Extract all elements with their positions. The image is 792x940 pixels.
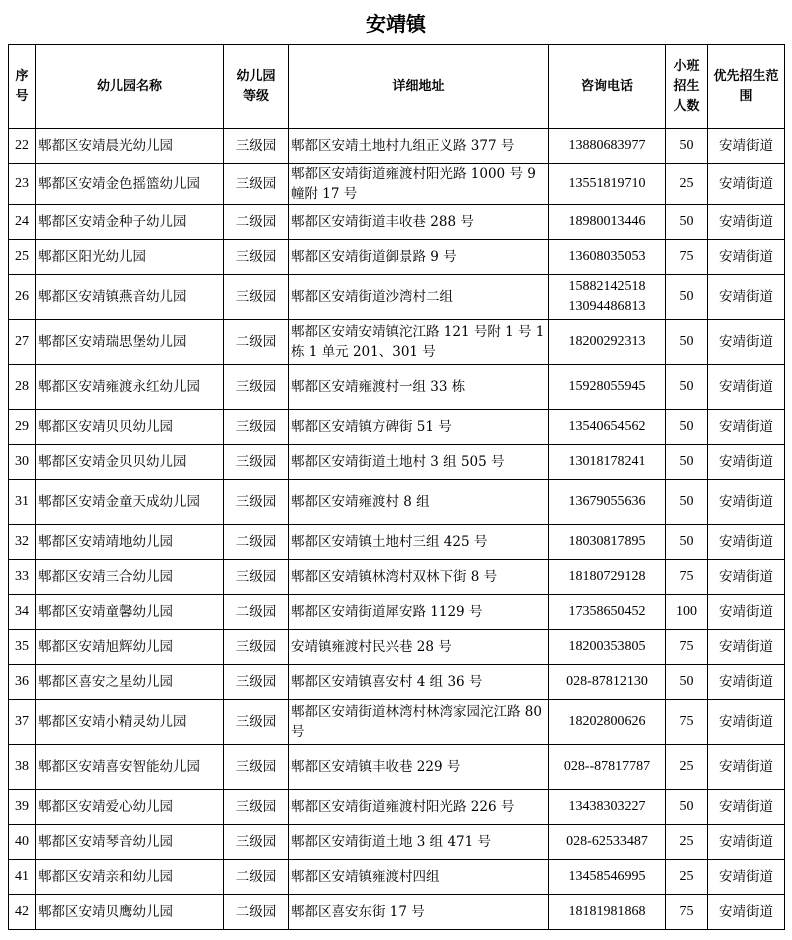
cell-level: 二级园 — [224, 860, 289, 895]
cell-no: 28 — [9, 365, 36, 410]
table-body — [9, 129, 785, 930]
cell-name: 郫都区安靖小精灵幼儿园 — [36, 700, 224, 745]
cell-phone: 028--87817787 — [549, 745, 666, 790]
cell-name: 郫都区喜安之星幼儿园 — [36, 665, 224, 700]
header-level: 幼儿园等级 — [224, 45, 289, 129]
table-row — [9, 665, 785, 700]
cell-name: 郫都区安靖童馨幼儿园 — [36, 595, 224, 630]
cell-phone: 13018178241 — [549, 445, 666, 480]
cell-level: 三级园 — [224, 480, 289, 525]
cell-phone: 18180729128 — [549, 560, 666, 595]
cell-name: 郫都区安靖晨光幼儿园 — [36, 129, 224, 164]
cell-scope: 安靖街道 — [708, 365, 785, 410]
cell-quota: 50 — [666, 480, 708, 525]
cell-level: 三级园 — [224, 630, 289, 665]
cell-address: 郫都区安靖镇方碑街 51 号 — [289, 410, 549, 445]
cell-quota: 75 — [666, 700, 708, 745]
cell-quota: 50 — [666, 445, 708, 480]
header-no: 序号 — [9, 45, 36, 129]
cell-level: 二级园 — [224, 320, 289, 365]
cell-level: 三级园 — [224, 164, 289, 205]
cell-phone: 028-87812130 — [549, 665, 666, 700]
kindergarten-table — [8, 44, 785, 930]
cell-level: 三级园 — [224, 275, 289, 320]
cell-level: 三级园 — [224, 560, 289, 595]
cell-scope: 安靖街道 — [708, 410, 785, 445]
header-name: 幼儿园名称 — [36, 45, 224, 129]
cell-address: 郫都区安靖街道土地村 3 组 505 号 — [289, 445, 549, 480]
table-header-row — [9, 45, 785, 129]
cell-address: 郫都区安靖街道沙湾村二组 — [289, 275, 549, 320]
cell-name: 郫都区安靖靖地幼儿园 — [36, 525, 224, 560]
cell-address: 郫都区安靖街道丰收巷 288 号 — [289, 205, 549, 240]
cell-quota: 50 — [666, 410, 708, 445]
cell-scope: 安靖街道 — [708, 205, 785, 240]
cell-scope: 安靖街道 — [708, 825, 785, 860]
cell-level: 三级园 — [224, 745, 289, 790]
cell-address: 郫都区安靖安靖镇沱江路 121 号附 1 号 1 栋 1 单元 201、301 号 — [289, 320, 549, 365]
cell-level: 三级园 — [224, 445, 289, 480]
cell-phone: 18980013446 — [549, 205, 666, 240]
cell-phone: 13540654562 — [549, 410, 666, 445]
cell-scope: 安靖街道 — [708, 275, 785, 320]
cell-quota: 50 — [666, 525, 708, 560]
cell-no: 36 — [9, 665, 36, 700]
cell-no: 27 — [9, 320, 36, 365]
cell-no: 38 — [9, 745, 36, 790]
cell-no: 22 — [9, 129, 36, 164]
cell-quota: 75 — [666, 240, 708, 275]
cell-level: 三级园 — [224, 790, 289, 825]
header-quota: 小班招生人数 — [666, 45, 708, 129]
cell-no: 41 — [9, 860, 36, 895]
cell-address: 郫都区安靖街道御景路 9 号 — [289, 240, 549, 275]
cell-phone: 13679055636 — [549, 480, 666, 525]
cell-scope: 安靖街道 — [708, 790, 785, 825]
cell-quota: 75 — [666, 630, 708, 665]
table-row — [9, 630, 785, 665]
cell-name: 郫都区安靖雍渡永红幼儿园 — [36, 365, 224, 410]
cell-level: 三级园 — [224, 825, 289, 860]
cell-address: 郫都区安靖街道雍渡村阳光路 226 号 — [289, 790, 549, 825]
cell-quota: 25 — [666, 745, 708, 790]
cell-quota: 25 — [666, 860, 708, 895]
cell-name: 郫都区安靖贝鹰幼儿园 — [36, 895, 224, 930]
cell-level: 三级园 — [224, 240, 289, 275]
table-row — [9, 700, 785, 745]
cell-level: 三级园 — [224, 410, 289, 445]
table-row — [9, 205, 785, 240]
cell-quota: 75 — [666, 895, 708, 930]
cell-scope: 安靖街道 — [708, 164, 785, 205]
cell-no: 37 — [9, 700, 36, 745]
cell-scope: 安靖街道 — [708, 895, 785, 930]
cell-quota: 50 — [666, 790, 708, 825]
cell-no: 33 — [9, 560, 36, 595]
cell-no: 29 — [9, 410, 36, 445]
cell-quota: 50 — [666, 365, 708, 410]
table-row — [9, 560, 785, 595]
header-address: 详细地址 — [289, 45, 549, 129]
cell-phone: 15928055945 — [549, 365, 666, 410]
table-row — [9, 860, 785, 895]
cell-name: 郫都区安靖瑞思堡幼儿园 — [36, 320, 224, 365]
cell-name: 郫都区阳光幼儿园 — [36, 240, 224, 275]
cell-no: 35 — [9, 630, 36, 665]
cell-level: 三级园 — [224, 700, 289, 745]
cell-name: 郫都区安靖旭辉幼儿园 — [36, 630, 224, 665]
cell-scope: 安靖街道 — [708, 860, 785, 895]
cell-no: 25 — [9, 240, 36, 275]
phone-line-2: 13094486813 — [568, 299, 646, 314]
cell-name: 郫都区安靖镇燕音幼儿园 — [36, 275, 224, 320]
table-row — [9, 445, 785, 480]
table-row — [9, 410, 785, 445]
table-row — [9, 240, 785, 275]
cell-phone: 13438303227 — [549, 790, 666, 825]
cell-level: 三级园 — [224, 129, 289, 164]
cell-address: 郫都区安靖镇林湾村双林下街 8 号 — [289, 560, 549, 595]
cell-phone: 13458546995 — [549, 860, 666, 895]
cell-phone — [549, 275, 666, 320]
cell-level: 三级园 — [224, 365, 289, 410]
cell-address: 郫都区安靖街道雍渡村阳光路 1000 号 9 幢附 17 号 — [289, 164, 549, 205]
cell-scope: 安靖街道 — [708, 240, 785, 275]
cell-scope: 安靖街道 — [708, 700, 785, 745]
cell-address: 郫都区安靖雍渡村一组 33 栋 — [289, 365, 549, 410]
cell-scope: 安靖街道 — [708, 480, 785, 525]
cell-scope: 安靖街道 — [708, 129, 785, 164]
cell-name: 郫都区安靖亲和幼儿园 — [36, 860, 224, 895]
cell-address: 郫都区安靖镇土地村三组 425 号 — [289, 525, 549, 560]
cell-no: 34 — [9, 595, 36, 630]
cell-scope: 安靖街道 — [708, 445, 785, 480]
cell-scope: 安靖街道 — [708, 745, 785, 790]
cell-address: 郫都区安靖镇丰收巷 229 号 — [289, 745, 549, 790]
cell-scope: 安靖街道 — [708, 665, 785, 700]
table-row — [9, 365, 785, 410]
header-phone: 咨询电话 — [549, 45, 666, 129]
cell-level: 二级园 — [224, 895, 289, 930]
cell-no: 42 — [9, 895, 36, 930]
cell-no: 31 — [9, 480, 36, 525]
table-row — [9, 525, 785, 560]
cell-level: 二级园 — [224, 525, 289, 560]
cell-phone: 18200353805 — [549, 630, 666, 665]
cell-phone: 18030817895 — [549, 525, 666, 560]
cell-name: 郫都区安靖爱心幼儿园 — [36, 790, 224, 825]
cell-no: 32 — [9, 525, 36, 560]
cell-scope: 安靖街道 — [708, 320, 785, 365]
table-row — [9, 895, 785, 930]
cell-quota: 100 — [666, 595, 708, 630]
table-row — [9, 480, 785, 525]
cell-name: 郫都区安靖金贝贝幼儿园 — [36, 445, 224, 480]
table-row — [9, 825, 785, 860]
cell-level: 二级园 — [224, 205, 289, 240]
cell-phone: 18202800626 — [549, 700, 666, 745]
cell-scope: 安靖街道 — [708, 595, 785, 630]
cell-name: 郫都区安靖金种子幼儿园 — [36, 205, 224, 240]
cell-quota: 25 — [666, 825, 708, 860]
cell-quota: 50 — [666, 205, 708, 240]
cell-name: 郫都区安靖贝贝幼儿园 — [36, 410, 224, 445]
cell-address: 郫都区安靖镇雍渡村四组 — [289, 860, 549, 895]
cell-phone: 13608035053 — [549, 240, 666, 275]
cell-no: 30 — [9, 445, 36, 480]
table-row — [9, 790, 785, 825]
cell-address: 郫都区安靖街道犀安路 1129 号 — [289, 595, 549, 630]
table-row — [9, 745, 785, 790]
cell-level: 二级园 — [224, 595, 289, 630]
cell-name: 郫都区安靖金色摇篮幼儿园 — [36, 164, 224, 205]
cell-level: 三级园 — [224, 665, 289, 700]
table-row — [9, 275, 785, 320]
cell-phone: 13880683977 — [549, 129, 666, 164]
cell-no: 39 — [9, 790, 36, 825]
cell-no: 26 — [9, 275, 36, 320]
cell-quota: 50 — [666, 275, 708, 320]
cell-quota: 75 — [666, 560, 708, 595]
cell-phone: 17358650452 — [549, 595, 666, 630]
cell-scope: 安靖街道 — [708, 630, 785, 665]
cell-address: 郫都区安靖镇喜安村 4 组 36 号 — [289, 665, 549, 700]
cell-address: 郫都区安靖街道土地 3 组 471 号 — [289, 825, 549, 860]
table-row — [9, 320, 785, 365]
cell-quota: 50 — [666, 665, 708, 700]
phone-line: 15882142518 — [568, 279, 646, 294]
cell-phone: 028-62533487 — [549, 825, 666, 860]
cell-phone: 18181981868 — [549, 895, 666, 930]
table-row — [9, 164, 785, 205]
table-row — [9, 595, 785, 630]
cell-scope: 安靖街道 — [708, 525, 785, 560]
cell-no: 24 — [9, 205, 36, 240]
cell-address: 郫都区安靖雍渡村 8 组 — [289, 480, 549, 525]
cell-address: 郫都区安靖土地村九组正义路 377 号 — [289, 129, 549, 164]
cell-address: 郫都区喜安东街 17 号 — [289, 895, 549, 930]
cell-address: 安靖镇雍渡村民兴巷 28 号 — [289, 630, 549, 665]
cell-no: 40 — [9, 825, 36, 860]
cell-name: 郫都区安靖喜安智能幼儿园 — [36, 745, 224, 790]
cell-phone: 13551819710 — [549, 164, 666, 205]
header-scope: 优先招生范围 — [708, 45, 785, 129]
cell-no: 23 — [9, 164, 36, 205]
page-title: 安靖镇 — [366, 12, 426, 36]
cell-quota: 25 — [666, 164, 708, 205]
cell-quota: 50 — [666, 320, 708, 365]
cell-name: 郫都区安靖三合幼儿园 — [36, 560, 224, 595]
table-row — [9, 129, 785, 164]
cell-name: 郫都区安靖琴音幼儿园 — [36, 825, 224, 860]
cell-address: 郫都区安靖街道林湾村林湾家园沱江路 80 号 — [289, 700, 549, 745]
cell-phone: 18200292313 — [549, 320, 666, 365]
cell-name: 郫都区安靖金童天成幼儿园 — [36, 480, 224, 525]
cell-quota: 50 — [666, 129, 708, 164]
cell-scope: 安靖街道 — [708, 560, 785, 595]
